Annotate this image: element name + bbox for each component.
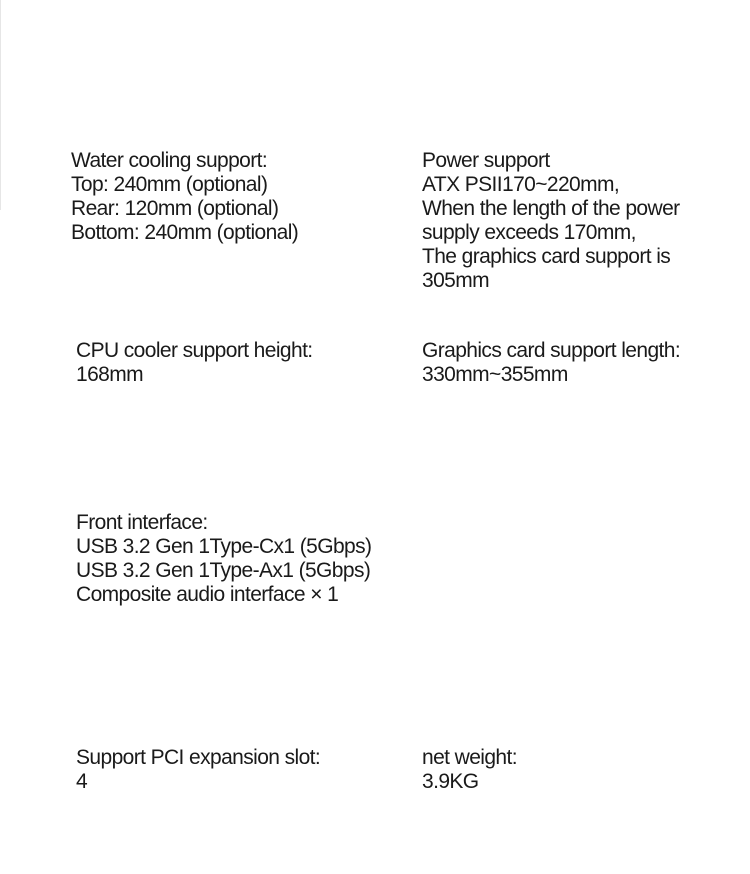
- cpu-cooler-spec: [76, 339, 313, 387]
- power-support-spec: [422, 149, 680, 293]
- spec-line: Top: 240mm (optional): [71, 173, 268, 196]
- spec-line: 330mm~355mm: [422, 363, 568, 386]
- spec-line: USB 3.2 Gen 1Type-Ax1 (5Gbps): [76, 559, 371, 582]
- spec-line: Rear: 120mm (optional): [71, 197, 279, 220]
- spec-heading: Graphics card support length:: [422, 339, 681, 362]
- spec-heading: net weight:: [422, 746, 517, 769]
- spec-line: Bottom: 240mm (optional): [71, 221, 299, 244]
- water-cooling-spec: [71, 149, 298, 245]
- spec-line: USB 3.2 Gen 1Type-Cx1 (5Gbps): [76, 535, 372, 558]
- spec-line: 168mm: [76, 363, 144, 386]
- spec-heading: Support PCI expansion slot:: [76, 746, 321, 769]
- spec-heading: CPU cooler support height:: [76, 339, 313, 362]
- spec-line: supply exceeds 170mm,: [422, 221, 636, 244]
- left-edge-divider: [0, 0, 1, 210]
- pci-slot-spec: [76, 746, 320, 794]
- front-interface-spec: [76, 511, 371, 607]
- spec-line: ATX PSII170~220mm,: [422, 173, 620, 196]
- spec-line: 4: [76, 770, 88, 793]
- graphics-card-spec: [422, 339, 680, 387]
- net-weight-spec: [422, 746, 517, 794]
- spec-line: The graphics card support is: [422, 245, 671, 268]
- spec-line: When the length of the power: [422, 197, 680, 220]
- spec-line: Composite audio interface × 1: [76, 583, 339, 606]
- spec-line: 3.9KG: [422, 770, 479, 793]
- spec-heading: Power support: [422, 149, 550, 172]
- spec-heading: Water cooling support:: [71, 149, 268, 172]
- spec-line: 305mm: [422, 269, 490, 292]
- spec-heading: Front interface:: [76, 511, 208, 534]
